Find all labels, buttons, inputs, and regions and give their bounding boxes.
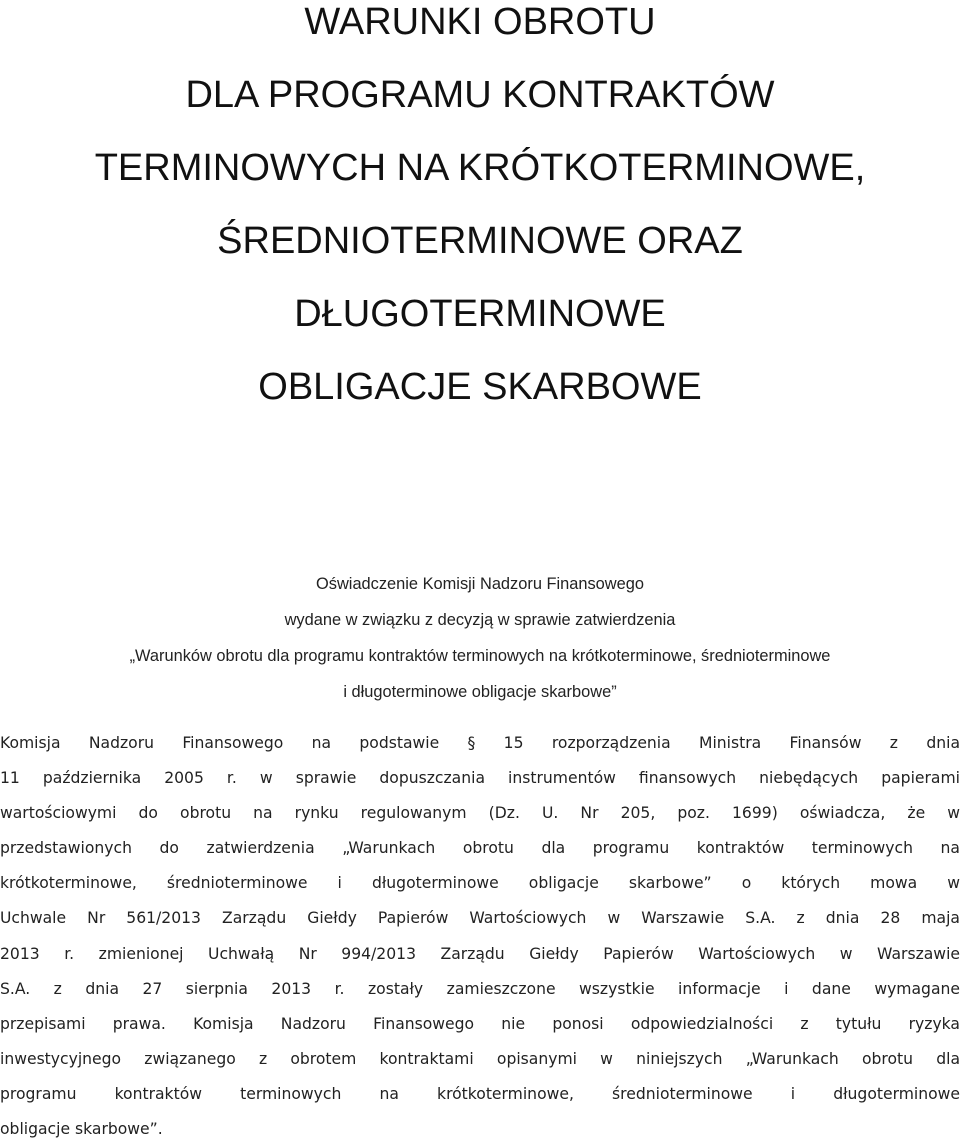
body-line: wartościowymi do obrotu na rynku regulowanym (Dz. U. Nr 205, poz. 1699) oświadcza, że w [0,804,960,823]
body-line: S.A. z dnia 27 sierpnia 2013 r. zostały zamieszczone wszystkie informacje i dane wymagane [0,979,960,998]
body-line: przepisami prawa. Komisja Nadzoru Finansowego nie ponosi odpowiedzialności z tytułu ryzyka [0,1014,960,1033]
title-line: WARUNKI OBROTU [304,1,656,43]
body-line: 11 października 2005 r. w sprawie dopuszczania instrumentów finansowych niebędących papierami [0,769,960,788]
body-line: 2013 r. zmienionej Uchwałą Nr 994/2013 Zarządu Giełdy Papierów Wartościowych w Warszawie [0,944,960,963]
body-paragraph [0,726,960,1147]
title-line: ŚREDNIOTERMINOWE ORAZ [217,220,743,262]
body-line: Uchwale Nr 561/2013 Zarządu Giełdy Papierów Wartościowych w Warszawie S.A. z dnia 28 maja [0,909,960,928]
body-line: programu kontraktów terminowych na krótkoterminowe, średnioterminowe i długoterminowe [0,1084,960,1103]
statement-line: wydane w związku z decyzją w sprawie zatwierdzenia [284,611,676,629]
body-line: przedstawionych do zatwierdzenia „Warunkach obrotu dla programu kontraktów terminowych na [0,839,960,858]
title-line: TERMINOWYCH NA KRÓTKOTERMINOWE, [94,147,866,189]
body-line: Komisja Nadzoru Finansowego na podstawie § 15 rozporządzenia Ministra Finansów z dnia [0,734,960,752]
title-line: DLA PROGRAMU KONTRAKTÓW [185,74,775,116]
statement-line: i długoterminowe obligacje skarbowe” [343,683,617,701]
body-line: inwestycyjnego związanego z obrotem kontraktami opisanymi w niniejszych „Warunkach obrotu dla [0,1049,960,1068]
body-line: krótkoterminowe, średnioterminowe i długoterminowe obligacje skarbowe” o których mowa w [0,874,960,893]
statement-line: Oświadczenie Komisji Nadzoru Finansowego [316,575,644,593]
title-line: DŁUGOTERMINOWE [294,293,666,335]
title-line: OBLIGACJE SKARBOWE [258,366,702,408]
statement-heading [0,566,960,710]
statement-line: „Warunków obrotu dla programu kontraktów terminowych na krótkoterminowe, średnioterminowe [129,647,831,665]
body-line: obligacje skarbowe”. [0,1120,163,1139]
document-title [0,0,960,424]
